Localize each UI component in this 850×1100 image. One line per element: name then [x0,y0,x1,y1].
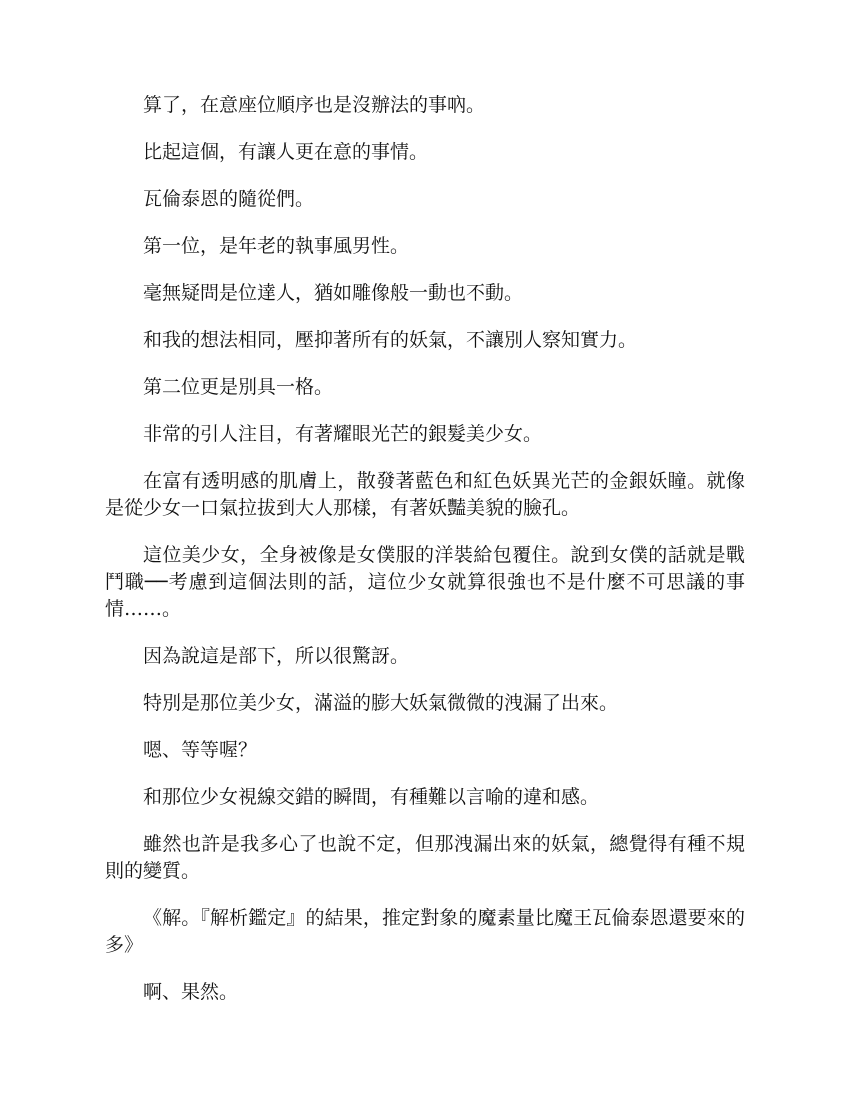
paragraph: 嗯、等等喔？ [143,739,258,761]
paragraph: 第一位，是年老的執事風男性。 [143,235,410,257]
paragraph: 算了，在意座位順序也是沒辦法的事吶。 [143,94,486,116]
paragraph: 因為說這是部下，所以很驚訝。 [143,645,410,667]
paragraph: 《解。『解析鑑定』的結果，推定對象的魔素量比魔王瓦倫泰恩還要來的多》 [105,907,745,956]
paragraph: 比起這個，有讓人更在意的事情。 [143,141,429,163]
paragraph: 在富有透明感的肌膚上，散發著藍色和紅色妖異光芒的金銀妖瞳。就像是從少女一口氣拉拔到大人那樣，有著妖豔美貌的臉孔。 [105,470,745,519]
paragraph: 雖然也許是我多心了也說不定，但那洩漏出來的妖氣，總覺得有種不規則的變質。 [105,833,745,882]
paragraph: 和我的想法相同，壓抑著所有的妖氣，不讓別人察知實力。 [143,329,638,351]
paragraph: 非常的引人注目，有著耀眼光芒的銀髮美少女。 [143,423,543,445]
paragraph: 特別是那位美少女，滿溢的膨大妖氣微微的洩漏了出來。 [143,692,619,714]
text-body [105,92,745,1026]
paragraph: 這位美少女，全身被像是女僕服的洋裝給包覆住。說到女僕的話就是戰鬥職──考慮到這個法則的話，這位少女就算很強也不是什麼不可思議的事情……。 [105,544,745,620]
paragraph: 啊、果然。 [143,981,239,1003]
paragraph: 瓦倫泰恩的隨從們。 [143,188,315,210]
paragraph: 第二位更是別具一格。 [143,376,334,398]
paragraph: 毫無疑問是位達人，猶如雕像般一動也不動。 [143,282,524,304]
paragraph: 和那位少女視線交錯的瞬間，有種難以言喻的違和感。 [143,786,600,808]
